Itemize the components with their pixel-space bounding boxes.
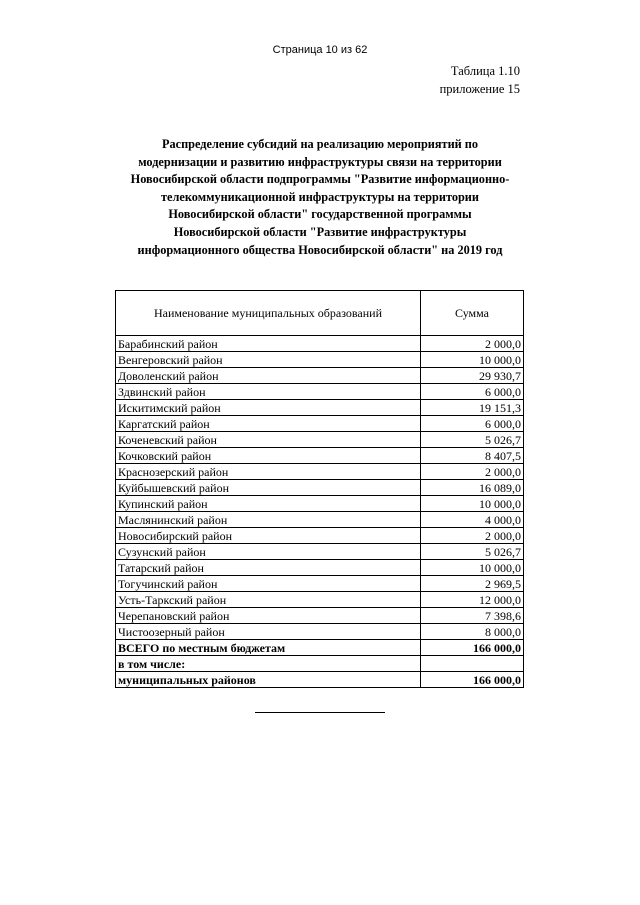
column-header-name: Наименование муниципальных образований <box>116 291 421 336</box>
district-name: Барабинский район <box>116 336 421 352</box>
appendix-number: приложение 15 <box>439 82 520 96</box>
table-row <box>116 336 524 352</box>
title-line: информационного общества Новосибирской области" на 2019 год <box>137 242 503 257</box>
district-amount: 29 930,7 <box>421 368 524 384</box>
table-row <box>116 512 524 528</box>
district-name: Куйбышевский район <box>116 480 421 496</box>
table-reference <box>440 62 520 98</box>
district-amount: 2 000,0 <box>421 528 524 544</box>
district-amount: 2 969,5 <box>421 576 524 592</box>
table-row <box>116 592 524 608</box>
table-row <box>116 432 524 448</box>
subsidy-table <box>115 290 524 688</box>
table-row <box>116 608 524 624</box>
district-amount: 10 000,0 <box>421 496 524 512</box>
district-amount: 10 000,0 <box>421 352 524 368</box>
table-header-row <box>116 291 524 336</box>
title-line: Новосибирской области" государственной программы <box>168 207 472 222</box>
district-amount: 2 000,0 <box>421 464 524 480</box>
total-label: ВСЕГО по местным бюджетам <box>116 640 421 656</box>
table-row <box>116 448 524 464</box>
district-amount: 8 407,5 <box>421 448 524 464</box>
table-body <box>116 336 524 640</box>
district-name: Кочковский район <box>116 448 421 464</box>
table-row <box>116 384 524 400</box>
title-line: Новосибирской области "Развитие инфраструктуры <box>173 224 467 239</box>
district-name: Усть-Таркский район <box>116 592 421 608</box>
district-name: Новосибирский район <box>116 528 421 544</box>
column-header-sum: Сумма <box>421 291 524 336</box>
page-header: Страница 10 из 62 <box>272 44 368 56</box>
table-row <box>116 528 524 544</box>
title-line: Новосибирской области подпрограммы "Развитие информационно- <box>130 172 510 187</box>
district-name: Коченевский район <box>116 432 421 448</box>
table-number: Таблица 1.10 <box>450 64 520 78</box>
title-line: модернизации и развитию инфраструктуры связи на территории <box>138 154 502 169</box>
district-name: Чистоозерный район <box>116 624 421 640</box>
district-amount: 8 000,0 <box>421 624 524 640</box>
including-amount <box>421 656 524 672</box>
district-name: Искитимский район <box>116 400 421 416</box>
total-row <box>116 640 524 656</box>
municipal-amount: 166 000,0 <box>421 672 524 688</box>
district-amount: 16 089,0 <box>421 480 524 496</box>
table-row <box>116 544 524 560</box>
district-amount: 10 000,0 <box>421 560 524 576</box>
table-row <box>116 352 524 368</box>
district-amount: 6 000,0 <box>421 416 524 432</box>
district-amount: 5 026,7 <box>421 432 524 448</box>
district-name: Сузунский район <box>116 544 421 560</box>
table-row <box>116 624 524 640</box>
end-divider <box>255 712 385 713</box>
table-row <box>116 480 524 496</box>
including-label: в том числе: <box>116 656 421 672</box>
district-amount: 2 000,0 <box>421 336 524 352</box>
district-name: Каргатский район <box>116 416 421 432</box>
municipal-label: муниципальных районов <box>116 672 421 688</box>
district-amount: 19 151,3 <box>421 400 524 416</box>
total-amount: 166 000,0 <box>421 640 524 656</box>
district-amount: 6 000,0 <box>421 384 524 400</box>
district-name: Доволенский район <box>116 368 421 384</box>
district-name: Венгеровский район <box>116 352 421 368</box>
table-row <box>116 400 524 416</box>
including-row <box>116 656 524 672</box>
table-row <box>116 368 524 384</box>
district-amount: 7 398,6 <box>421 608 524 624</box>
title-line: телекоммуникационной инфраструктуры на территории <box>161 189 479 204</box>
district-amount: 4 000,0 <box>421 512 524 528</box>
district-name: Тогучинский район <box>116 576 421 592</box>
table-row <box>116 416 524 432</box>
district-name: Купинский район <box>116 496 421 512</box>
district-amount: 12 000,0 <box>421 592 524 608</box>
table-row <box>116 496 524 512</box>
district-amount: 5 026,7 <box>421 544 524 560</box>
table-row <box>116 464 524 480</box>
municipal-row <box>116 672 524 688</box>
district-name: Черепановский район <box>116 608 421 624</box>
district-name: Краснозерский район <box>116 464 421 480</box>
district-name: Маслянинский район <box>116 512 421 528</box>
document-title <box>110 136 530 259</box>
table-row <box>116 576 524 592</box>
district-name: Здвинский район <box>116 384 421 400</box>
district-name: Татарский район <box>116 560 421 576</box>
table-row <box>116 560 524 576</box>
title-line: Распределение субсидий на реализацию мероприятий по <box>161 137 479 151</box>
